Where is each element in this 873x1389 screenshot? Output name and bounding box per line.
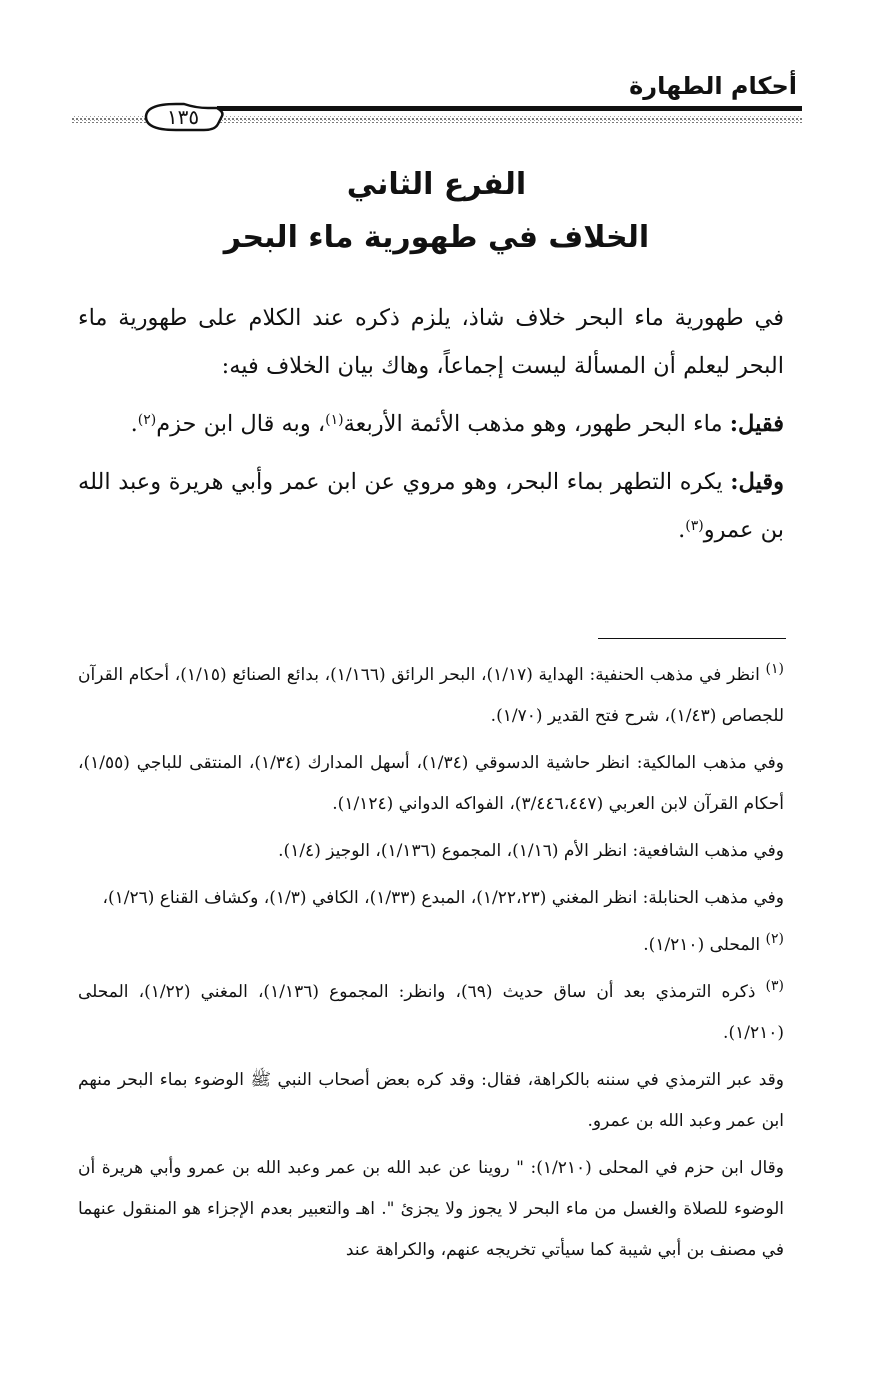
- running-title: أحكام الطهارة: [629, 72, 797, 100]
- section-heading-branch: الفرع الثاني: [346, 167, 527, 202]
- footnote-marker-2[interactable]: (٢): [137, 412, 157, 428]
- paragraph-intro: في طهورية ماء البحر خلاف شاذ، يلزم ذكره عند الكلام على طهورية ماء البحر ليعلم أن المسألة ليست إجماعاً، وهاك بيان الخلاف فيه:: [78, 305, 784, 379]
- footnote-3-ibn-hazm: وقال ابن حزم في المحلى (١/٢١٠): " روينا عن عبد الله بن عمر وعبد الله بن عمرو وأبي هريرة أن الوضوء للصلاة والغسل من ماء البحر لا يجوز ولا يجزئ ". اهـ والتعبير بعدم الإجزاء هو المنقول عنهما في مصنف بن أبي شيبة كما سيأتي تخريجه عنهم، والكراهة عند: [78, 1158, 785, 1260]
- footnote-3-tirmidhi: وقد عبر الترمذي في سننه بالكراهة، فقال: وقد كره بعض أصحاب النبي ﷺ الوضوء بماء البحر منهم ابن عمر وعبد الله بن عمرو.: [78, 1070, 784, 1131]
- footnote-number: (٢): [765, 931, 784, 947]
- footnotes: [78, 655, 784, 1271]
- footnote-number: (٣): [765, 978, 784, 994]
- paragraph-second-opinion: وقيل: يكره التطهر بماء البحر، وهو مروي عن ابن عمر وأبي هريرة وعبد الله بن عمرو$^{(٣)}$.: [78, 469, 784, 543]
- lead-word: وقيل:: [730, 469, 784, 495]
- footnote-2: $^{(٢)}$ المحلى (١/٢١٠).: [643, 931, 784, 955]
- footnote-number: (١): [765, 661, 785, 677]
- footnote-1: $^{(١)}$ انظر في مذهب الحنفية: الهداية (١/١٧)، البحر الرائق (١/١٦٦)، بدائع الصنائع (١/١٥)، أحكام القرآن للجصاص (١/٤٣)، شرح فتح القدير (١/٧٠).: [78, 661, 785, 726]
- footnote-1-shafii: وفي مذهب الشافعية: انظر الأم (١/١٦)، المجموع (١/١٣٦)، الوجيز (١/٤).: [278, 841, 784, 861]
- lead-word: فقيل:: [729, 411, 784, 437]
- main-text: [78, 294, 784, 554]
- footnote-marker-1[interactable]: (١): [325, 412, 344, 428]
- paragraph-first-opinion: فقيل: ماء البحر طهور، وهو مذهب الأئمة الأربعة$^{(١)}$، وبه قال ابن حزم$^{(٢)}$.: [130, 411, 784, 437]
- section-heading-subject: الخلاف في طهورية ماء البحر: [223, 220, 650, 255]
- footnote-1-maliki: وفي مذهب المالكية: انظر حاشية الدسوقي (١/٣٤)، أسهل المدارك (١/٣٤)، المنتقى للباجي (١/٥٥)، أحكام القرآن لابن العربي (٣/٤٤٦،٤٤٧)، الفواكه الدواني (١/١٢٤).: [78, 753, 784, 814]
- page-number: ١٣٥: [166, 105, 200, 129]
- footnote-3: $^{(٣)}$ ذكره الترمذي بعد أن ساق حديث (٦٩)، وانظر: المجموع (١/١٣٦)، المغني (١/٢٢)، المحلى (١/٢١٠).: [78, 978, 784, 1043]
- footnote-separator: [598, 638, 786, 639]
- footnote-marker-3[interactable]: (٣): [685, 518, 704, 534]
- footnote-1-hanbali: وفي مذهب الحنابلة: انظر المغني (١/٢٢،٢٣)، المبدع (١/٣٣)، الكافي (١/٣)، وكشاف القناع (١/٢٦)،: [102, 888, 784, 908]
